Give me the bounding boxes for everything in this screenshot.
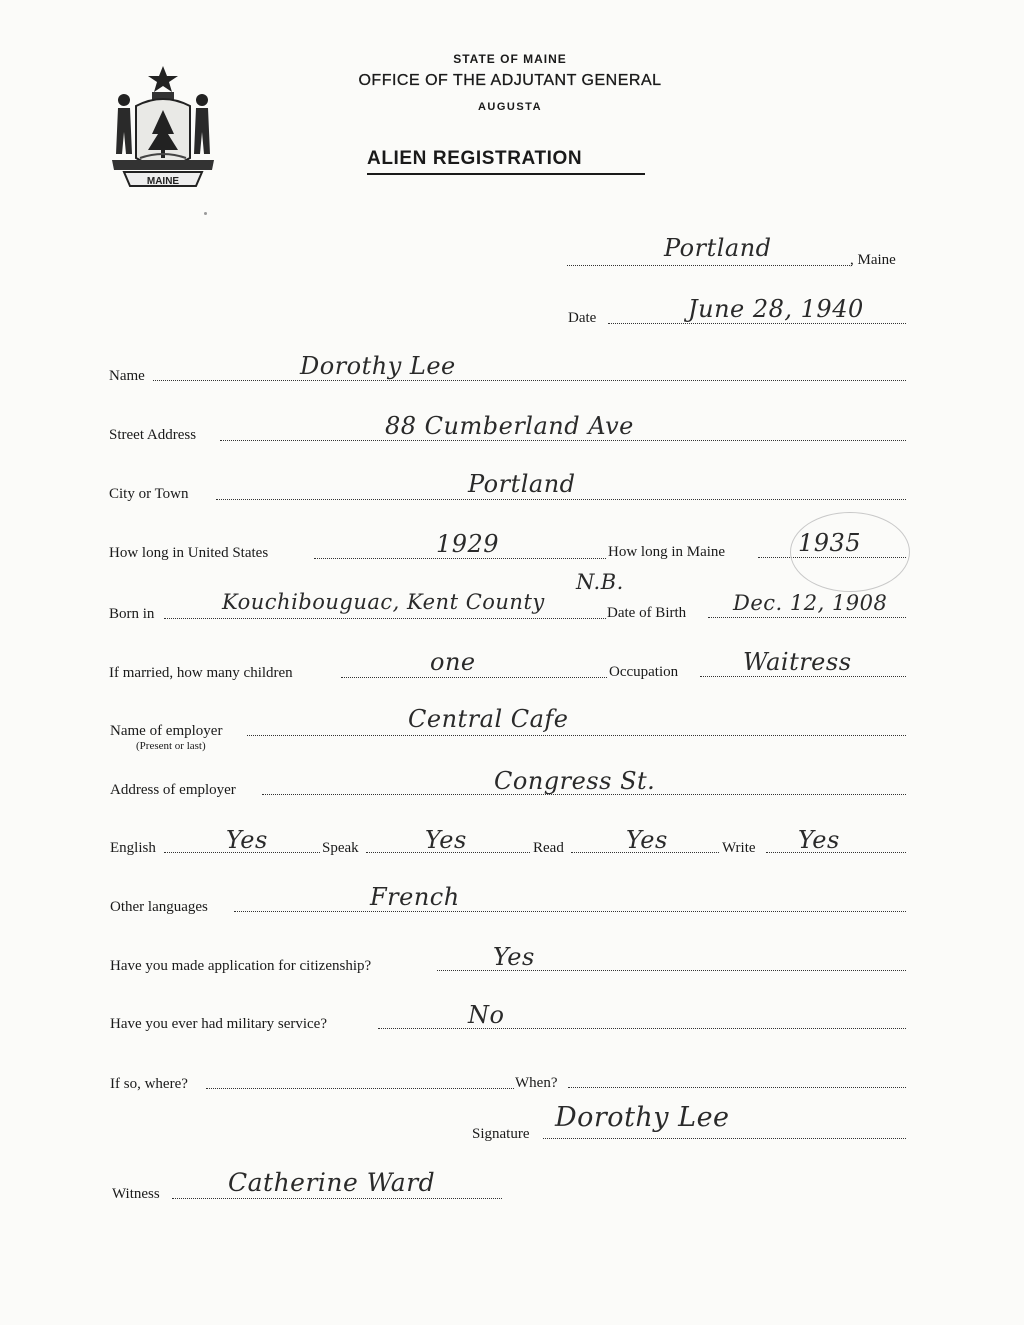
military-value: No (468, 1001, 505, 1029)
write-label: Write (722, 840, 756, 856)
english-label: English (110, 840, 156, 856)
occupation-line (700, 676, 906, 677)
paper-speck (204, 212, 207, 215)
occupation-label: Occupation (609, 664, 679, 680)
dob-value: Dec. 12, 1908 (733, 591, 888, 615)
name-line (153, 380, 906, 381)
military-label: Have you ever had military service? (110, 1016, 327, 1032)
children-label: If married, how many children (109, 665, 293, 681)
name-label: Name (109, 368, 145, 384)
how-long-maine-value: 1935 (798, 529, 862, 557)
city-heading: AUGUSTA (477, 101, 543, 113)
witness-value: Catherine Ward (228, 1168, 436, 1197)
city-label: City or Town (109, 486, 189, 502)
title-underline (367, 173, 645, 175)
town-line (567, 265, 852, 266)
employer-label: Name of employer (110, 723, 223, 739)
born-in-province: N.B. (576, 570, 624, 594)
occupation-value: Waitress (743, 648, 852, 676)
born-in-line (164, 618, 606, 619)
date-value: June 28, 1940 (688, 295, 864, 323)
children-line (341, 677, 607, 678)
employer-line (247, 735, 906, 736)
street-line (220, 440, 906, 441)
city-value: Portland (468, 470, 576, 498)
write-value: Yes (798, 826, 840, 854)
born-in-value: Kouchibouguac, Kent County (222, 590, 545, 614)
speak-label: Speak (322, 840, 359, 856)
witness-label: Witness (112, 1186, 160, 1202)
read-label: Read (533, 840, 564, 856)
other-languages-value: French (370, 883, 460, 911)
name-value: Dorothy Lee (300, 352, 456, 380)
where-label: If so, where? (110, 1076, 188, 1092)
where-line (206, 1088, 514, 1089)
dob-label: Date of Birth (607, 605, 687, 621)
children-value: one (430, 648, 476, 676)
how-long-maine-label: How long in Maine (608, 544, 726, 560)
dob-line (708, 617, 906, 618)
form-title: ALIEN REGISTRATION (367, 148, 583, 169)
speak-value: Yes (425, 826, 467, 854)
employer-address-value: Congress St. (494, 767, 656, 795)
read-value: Yes (626, 826, 668, 854)
when-line (568, 1087, 906, 1088)
military-line (378, 1028, 906, 1029)
street-label: Street Address (109, 427, 197, 443)
state-heading: STATE OF MAINE (453, 52, 567, 66)
citizenship-value: Yes (493, 943, 535, 971)
signature-label: Signature (472, 1126, 530, 1142)
when-label: When? (515, 1075, 558, 1091)
maine-state-seal-icon (108, 62, 218, 190)
witness-line (172, 1198, 502, 1199)
other-languages-line (234, 911, 906, 912)
how-long-us-label: How long in United States (109, 545, 269, 561)
english-value: Yes (226, 826, 268, 854)
employer-value: Central Cafe (408, 705, 569, 733)
svg-text:MAINE: MAINE (146, 176, 180, 187)
other-languages-label: Other languages (110, 899, 208, 915)
employer-address-label: Address of employer (110, 782, 236, 798)
maine-label: , Maine (850, 252, 896, 268)
how-long-us-line (314, 558, 606, 559)
city-line (216, 499, 906, 500)
born-in-label: Born in (109, 606, 155, 622)
street-value: 88 Cumberland Ave (385, 412, 634, 440)
signature-value: Dorothy Lee (555, 1102, 730, 1133)
employer-note: (Present or last) (136, 740, 206, 752)
how-long-us-value: 1929 (436, 530, 500, 558)
citizenship-label: Have you made application for citizenship? (110, 958, 372, 974)
office-heading: OFFICE OF THE ADJUTANT GENERAL (358, 72, 662, 89)
town-value: Portland (664, 234, 772, 262)
date-label: Date (568, 310, 597, 326)
signature-line (543, 1138, 906, 1139)
date-line (608, 323, 906, 324)
